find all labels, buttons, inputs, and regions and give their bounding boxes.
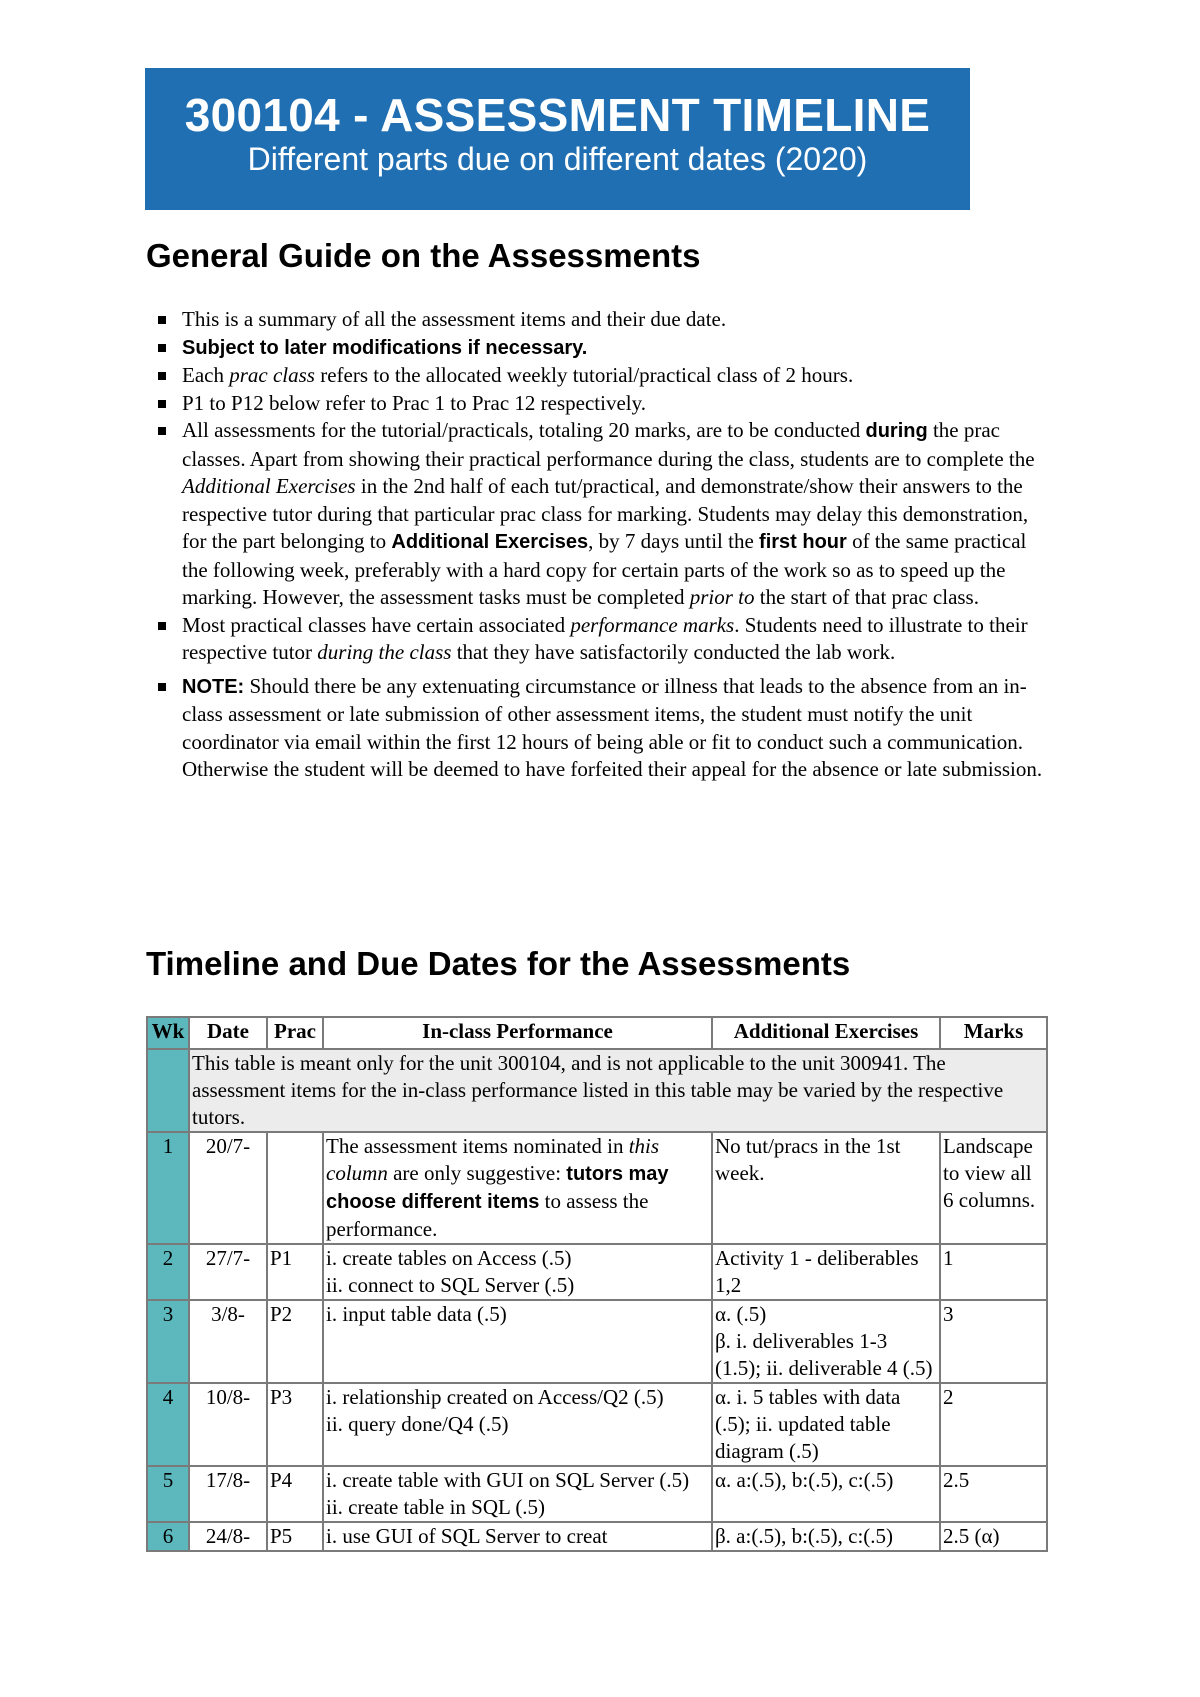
bullet-text: Each [182,363,230,387]
bullet-emphasis: during the class [317,640,452,664]
bullet-emphasis: prac class [229,363,315,387]
cell-line: ii. connect to SQL Server (.5) [326,1273,575,1297]
cell-line: i. input table data (.5) [326,1302,507,1326]
bullet-text-bold: Subject to later modifications if necessary. [182,336,588,359]
inclass-cell [323,1132,712,1244]
bullet-text: , by 7 days until the [588,529,760,553]
wk-cell: 5 [147,1466,189,1522]
prac-cell: P3 [267,1383,323,1466]
additional-cell [712,1300,940,1383]
cell-line: Activity 1 - deliberables 1,2 [715,1246,919,1297]
prac-cell: P5 [267,1522,323,1551]
date-cell: 17/8- [189,1466,267,1522]
wk-cell: 4 [147,1383,189,1466]
banner-subtitle: Different parts due on different dates (2020) [247,141,868,177]
prac-cell: P1 [267,1244,323,1300]
cell-line: β. i. deliverables 1-3 (1.5); ii. deliverable 4 (.5) [715,1329,933,1380]
cell-text-bold: tutors may choose different items [326,1163,669,1213]
wk-cell [147,1049,189,1132]
bullet-text: refers to the allocated weekly tutorial/practical class of 2 hours. [314,363,854,387]
bullet-text: P1 to P12 below refer to Prac 1 to Prac 12 respectively. [182,390,647,415]
date-cell: 24/8- [189,1522,267,1551]
bullet-text: All assessments for the tutorial/practicals, totaling 20 marks, are to be conducted [182,418,866,442]
date-cell: 3/8- [189,1300,267,1383]
table-row [147,1300,1047,1383]
marks-cell: 2 [940,1383,1047,1466]
list-item [158,362,1048,390]
table-row [147,1522,1047,1551]
additional-cell [712,1466,940,1522]
prac-cell: P2 [267,1300,323,1383]
prac-cell [267,1132,323,1244]
prac-cell: P4 [267,1466,323,1522]
note-label: NOTE: [182,675,245,698]
header-prac: Prac [267,1017,323,1049]
additional-cell [712,1244,940,1300]
bullet-text: Should there be any extenuating circumstance or illness that leads to the absence from an in-class assessment or late submission of other assessment items, the student must notify the unit coordinator via email within the first 12 hours of being able or fit to conduct such a communication. Otherwise the student will be deemed to have forfeited their appeal for the absence or late submission. [182,673,1043,781]
marks-cell: 3 [940,1300,1047,1383]
cell-line: i. create table with GUI on SQL Server (.5) [326,1468,690,1492]
marks-cell: 1 [940,1244,1047,1300]
cell-line: β. a:(.5), b:(.5), c:(.5) [715,1524,894,1548]
bullet-text: that they have satisfactorily conducted the lab work. [451,640,896,664]
list-item [158,306,1048,334]
bullet-text-bold: during [865,420,928,442]
cell-emphasis: this column [326,1134,660,1185]
list-item [158,417,1048,612]
cell-line: α. i. 5 tables with data (.5); ii. updated table diagram (.5) [715,1385,901,1463]
bullet-text: the prac classes. Apart from showing their practical performance during the class, students are to complete the [182,418,1035,471]
guide-list [158,306,1048,784]
date-cell: 27/7- [189,1244,267,1300]
cell-line: ii. query done/Q4 (.5) [326,1412,509,1436]
bullet-text: in the 2nd half of each tut/practical, and demonstrate/show their answers to the respective tutor during that particular prac class for marking. Students may delay this demonstration, for the part belonging to [182,474,1029,553]
inclass-cell [323,1383,712,1466]
wk-cell: 6 [147,1522,189,1551]
inclass-cell [323,1466,712,1522]
cell-line: i. create tables on Access (.5) [326,1246,572,1270]
bullet-emphasis: performance marks [570,612,735,637]
bullet-text: This is a summary of all the assessment items and their due date. [182,307,727,331]
bullet-emphasis: prior to [689,585,755,609]
list-item [158,390,1048,418]
table-row [147,1383,1047,1466]
wk-cell: 1 [147,1132,189,1244]
date-cell: 20/7- [189,1132,267,1244]
date-cell: 10/8- [189,1383,267,1466]
wk-cell: 3 [147,1300,189,1383]
inclass-cell [323,1300,712,1383]
inclass-cell [323,1522,712,1551]
guide-heading: General Guide on the Assessments [146,237,701,274]
list-item [158,612,1048,667]
timeline-heading: Timeline and Due Dates for the Assessments [146,945,851,982]
marks-cell: 2.5 (α) [940,1522,1047,1551]
bullet-emphasis: Additional Exercises [182,474,356,498]
additional-cell [712,1522,940,1551]
header-wk: Wk [147,1017,189,1049]
title-banner [145,68,970,210]
inclass-cell [323,1244,712,1300]
cell-line: i. relationship created on Access/Q2 (.5) [326,1385,664,1409]
banner-title: 300104 - ASSESSMENT TIMELINE [184,89,931,141]
bullet-text: . Students need to illustrate to their respective tutor [182,612,1028,664]
bullet-text-bold: Additional Exercises [391,531,589,553]
cell-line: α. a:(.5), b:(.5), c:(.5) [715,1468,894,1492]
bullet-text: the start of that prac class. [754,585,979,609]
table-header-row [147,1017,1047,1049]
marks-cell: Landscape to view all 6 columns. [940,1132,1047,1244]
header-marks: Marks [940,1017,1047,1049]
header-date: Date [189,1017,267,1049]
bullet-text: of the same practical the following week, preferably with a hard copy for certain parts of the work so as to speed up the marking. However, the assessment tasks must be completed [182,529,1027,609]
cell-text: to assess the performance. [326,1189,649,1241]
header-additional: Additional Exercises [712,1017,940,1049]
cell-text: are only suggestive: [387,1161,567,1185]
wk-cell: 2 [147,1244,189,1300]
header-inclass: In-class Performance [323,1017,712,1049]
additional-cell [712,1383,940,1466]
bullet-text-bold: first hour [759,531,847,553]
bullet-text: Most practical classes have certain associated [182,612,571,637]
table-row [147,1466,1047,1522]
additional-cell: No tut/pracs in the 1st week. [712,1132,940,1244]
table-notice-row [147,1049,1047,1132]
list-item-note [158,673,1048,784]
table-row [147,1244,1047,1300]
cell-line: ii. create table in SQL (.5) [326,1495,546,1519]
cell-line: i. use GUI of SQL Server to creat [326,1524,608,1548]
cell-text: The assessment items nominated in [326,1134,629,1158]
cell-line: α. (.5) [715,1302,767,1326]
table-row [147,1132,1047,1244]
list-item [158,334,1048,363]
timeline-table [146,1016,1048,1552]
notice-cell: This table is meant only for the unit 300104, and is not applicable to the unit 300941. The assessment items for the in-class performance listed in this table may be varied by the respective tutors. [189,1049,1047,1132]
marks-cell: 2.5 [940,1466,1047,1522]
